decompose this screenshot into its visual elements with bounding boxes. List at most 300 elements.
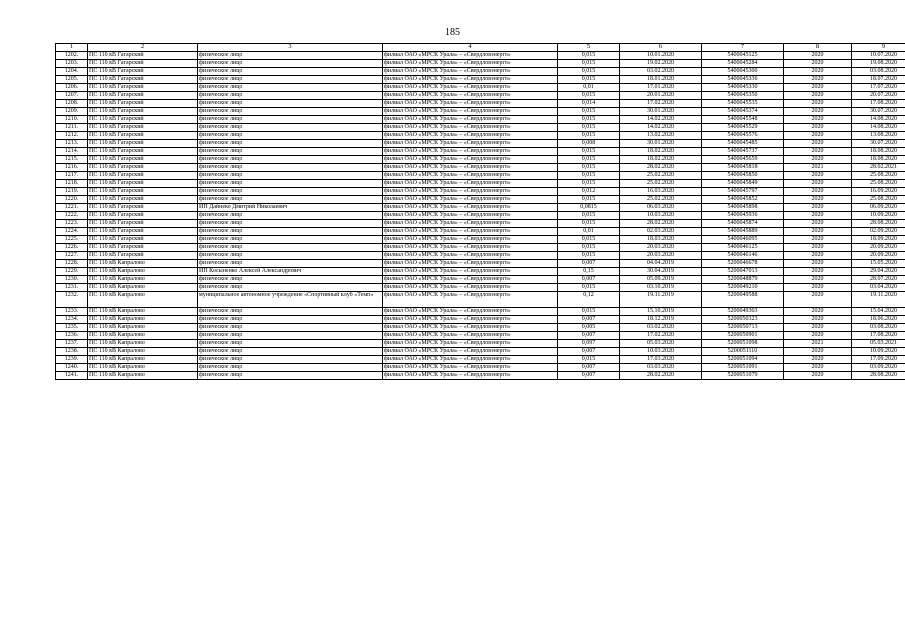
contract-date-cell: 10.01.2020 (620, 52, 702, 60)
applicant-cell: физическое лицо (198, 108, 383, 116)
grid-organization-cell: филиал ОАО «МРСК Урала» – «Свердловэнерго» (383, 140, 558, 148)
contract-number-cell: 5200050713 (702, 323, 784, 331)
year-cell: 2020 (784, 212, 852, 220)
row-number-cell: 1221. (56, 204, 88, 212)
substation-cell: ПС 110 кВ Капралово (88, 323, 198, 331)
row-number-cell: 1216. (56, 164, 88, 172)
row-number-cell: 1215. (56, 156, 88, 164)
table-row (56, 204, 905, 212)
contract-date-cell: 05.03.2020 (620, 339, 702, 347)
table-row (56, 371, 905, 379)
table-row (56, 331, 905, 339)
row-number-cell: 1231. (56, 284, 88, 292)
deadline-cell: 20.09.2020 (852, 252, 905, 260)
substation-cell: ПС 110 кВ Гагарский (88, 228, 198, 236)
table-row (56, 355, 905, 363)
capacity-cell: 0,015 (558, 108, 620, 116)
contract-date-cell: 14.02.2020 (620, 124, 702, 132)
table-row (56, 148, 905, 156)
substation-cell: ПС 110 кВ Гагарский (88, 60, 198, 68)
table-row (56, 76, 905, 84)
grid-organization-cell: филиал ОАО «МРСК Урала» – «Свердловэнерго» (383, 292, 558, 308)
year-cell: 2020 (784, 220, 852, 228)
year-cell: 2021 (784, 339, 852, 347)
year-cell: 2020 (784, 132, 852, 140)
grid-organization-cell: филиал ОАО «МРСК Урала» – «Свердловэнерго» (383, 323, 558, 331)
table-row (56, 84, 905, 92)
table-row (56, 60, 905, 68)
capacity-cell: 0,015 (558, 156, 620, 164)
row-number-cell: 1205. (56, 76, 88, 84)
contract-number-cell: 5400046146 (702, 252, 784, 260)
contract-number-cell: 5400045797 (702, 188, 784, 196)
deadline-cell: 05.03.2021 (852, 339, 905, 347)
deadline-cell: 14.08.2020 (852, 124, 905, 132)
capacity-cell: 0,015 (558, 148, 620, 156)
year-cell: 2020 (784, 236, 852, 244)
deadline-cell: 20.07.2020 (852, 92, 905, 100)
deadline-cell: 28.08.2020 (852, 220, 905, 228)
year-cell: 2020 (784, 284, 852, 292)
substation-cell: ПС 110 кВ Гагарский (88, 100, 198, 108)
applicant-cell: физическое лицо (198, 100, 383, 108)
deadline-cell: 16.09.2020 (852, 188, 905, 196)
contract-number-cell: 5400045485 (702, 140, 784, 148)
table-row (56, 292, 905, 308)
grid-organization-cell: филиал ОАО «МРСК Урала» – «Свердловэнерго» (383, 371, 558, 379)
substation-cell: ПС 110 кВ Капралово (88, 268, 198, 276)
year-cell: 2020 (784, 84, 852, 92)
row-number-cell: 1202. (56, 52, 88, 60)
deadline-cell: 10.07.2020 (852, 52, 905, 60)
row-number-cell: 1233. (56, 307, 88, 315)
row-number-cell: 1209. (56, 108, 88, 116)
substation-cell: ПС 110 кВ Капралово (88, 284, 198, 292)
deadline-cell: 03.04.2020 (852, 284, 905, 292)
deadline-cell: 10.09.2020 (852, 347, 905, 355)
contract-number-cell: 5400046095 (702, 236, 784, 244)
substation-cell: ПС 110 кВ Гагарский (88, 172, 198, 180)
year-cell: 2020 (784, 100, 852, 108)
contract-number-cell: 5400045336 (702, 76, 784, 84)
year-cell: 2020 (784, 60, 852, 68)
capacity-cell: 0,15 (558, 268, 620, 276)
contract-number-cell: 5200047013 (702, 268, 784, 276)
contract-number-cell: 5400045125 (702, 52, 784, 60)
deadline-cell: 18.08.2020 (852, 148, 905, 156)
table-row (56, 172, 905, 180)
grid-organization-cell: филиал ОАО «МРСК Урала» – «Свердловэнерго» (383, 252, 558, 260)
deadline-cell: 06.09.2020 (852, 204, 905, 212)
contract-date-cell: 13.02.2020 (620, 132, 702, 140)
grid-organization-cell: филиал ОАО «МРСК Урала» – «Свердловэнерго» (383, 60, 558, 68)
applicant-cell: физическое лицо (198, 220, 383, 228)
column-header-6: 6 (620, 44, 702, 52)
table-row (56, 164, 905, 172)
applicant-cell: физическое лицо (198, 188, 383, 196)
applicant-cell: ИП Косыненко Алексей Александрович (198, 268, 383, 276)
grid-organization-cell: филиал ОАО «МРСК Урала» – «Свердловэнерго» (383, 363, 558, 371)
row-number-cell: 1210. (56, 116, 88, 124)
row-number-cell: 1211. (56, 124, 88, 132)
applicant-cell: физическое лицо (198, 52, 383, 60)
contract-date-cell: 25.02.2020 (620, 180, 702, 188)
contract-number-cell: 5400045852 (702, 196, 784, 204)
table-row (56, 140, 905, 148)
substation-cell: ПС 110 кВ Гагарский (88, 156, 198, 164)
capacity-cell: 0,014 (558, 100, 620, 108)
capacity-cell: 0,015 (558, 92, 620, 100)
row-number-cell: 1234. (56, 315, 88, 323)
grid-organization-cell: филиал ОАО «МРСК Урала» – «Свердловэнерго» (383, 164, 558, 172)
table-row (56, 156, 905, 164)
contract-number-cell: 5400045529 (702, 124, 784, 132)
contract-date-cell: 20.03.2020 (620, 252, 702, 260)
year-cell: 2020 (784, 156, 852, 164)
year-cell: 2020 (784, 228, 852, 236)
table-row (56, 108, 905, 116)
capacity-cell: 0,015 (558, 220, 620, 228)
grid-organization-cell: филиал ОАО «МРСК Урала» – «Свердловэнерго» (383, 156, 558, 164)
contract-date-cell: 30.01.2020 (620, 108, 702, 116)
contract-date-cell: 06.03.2020 (620, 204, 702, 212)
contract-number-cell: 5200050901 (702, 331, 784, 339)
applicant-cell: физическое лицо (198, 315, 383, 323)
year-cell: 2020 (784, 108, 852, 116)
substation-cell: ПС 110 кВ Капралово (88, 347, 198, 355)
applicant-cell: физическое лицо (198, 132, 383, 140)
year-cell: 2020 (784, 52, 852, 60)
capacity-cell: 0,015 (558, 172, 620, 180)
table-row (56, 339, 905, 347)
applicant-cell: физическое лицо (198, 355, 383, 363)
substation-cell: ПС 110 кВ Гагарский (88, 84, 198, 92)
grid-organization-cell: филиал ОАО «МРСК Урала» – «Свердловэнерго» (383, 116, 558, 124)
row-number-cell: 1230. (56, 276, 88, 284)
deadline-cell: 18.08.2020 (852, 156, 905, 164)
table-row (56, 323, 905, 331)
grid-organization-cell: филиал ОАО «МРСК Урала» – «Свердловэнерго» (383, 307, 558, 315)
grid-organization-cell: филиал ОАО «МРСК Урала» – «Свердловэнерго» (383, 315, 558, 323)
contract-date-cell: 18.01.2020 (620, 76, 702, 84)
applicant-cell: физическое лицо (198, 76, 383, 84)
substation-cell: ПС 110 кВ Капралово (88, 371, 198, 379)
table-row (56, 212, 905, 220)
grid-organization-cell: филиал ОАО «МРСК Урала» – «Свердловэнерго» (383, 92, 558, 100)
substation-cell: ПС 110 кВ Капралово (88, 276, 198, 284)
deadline-cell: 30.07.2020 (852, 140, 905, 148)
substation-cell: ПС 110 кВ Гагарский (88, 76, 198, 84)
substation-cell: ПС 110 кВ Гагарский (88, 92, 198, 100)
year-cell: 2020 (784, 244, 852, 252)
capacity-cell: 0,015 (558, 116, 620, 124)
deadline-cell: 17.08.2020 (852, 331, 905, 339)
contract-date-cell: 25.02.2020 (620, 196, 702, 204)
table-row (56, 260, 905, 268)
substation-cell: ПС 110 кВ Гагарский (88, 236, 198, 244)
contract-number-cell: 5400045889 (702, 228, 784, 236)
row-number-cell: 1212. (56, 132, 88, 140)
substation-cell: ПС 110 кВ Гагарский (88, 68, 198, 76)
contract-number-cell: 5200049210 (702, 284, 784, 292)
applicant-cell: физическое лицо (198, 156, 383, 164)
applicant-cell: физическое лицо (198, 172, 383, 180)
contract-number-cell: 5200050323 (702, 315, 784, 323)
column-header-2: 2 (88, 44, 198, 52)
row-number-cell: 1220. (56, 196, 88, 204)
year-cell: 2020 (784, 124, 852, 132)
deadline-cell: 18.06.2020 (852, 315, 905, 323)
applicant-cell: физическое лицо (198, 260, 383, 268)
contract-date-cell: 20.01.2020 (620, 92, 702, 100)
contract-date-cell: 10.03.2020 (620, 212, 702, 220)
year-cell: 2020 (784, 268, 852, 276)
substation-cell: ПС 110 кВ Гагарский (88, 148, 198, 156)
contract-date-cell: 30.04.2019 (620, 268, 702, 276)
substation-cell: ПС 110 кВ Капралово (88, 339, 198, 347)
deadline-cell: 28.07.2020 (852, 276, 905, 284)
substation-cell: ПС 110 кВ Гагарский (88, 132, 198, 140)
deadline-cell: 17.09.2020 (852, 355, 905, 363)
deadline-cell: 20.09.2020 (852, 244, 905, 252)
contract-number-cell: 5200048879 (702, 276, 784, 284)
grid-organization-cell: филиал ОАО «МРСК Урала» – «Свердловэнерго» (383, 284, 558, 292)
applicant-cell: физическое лицо (198, 180, 383, 188)
table-row (56, 244, 905, 252)
row-number-cell: 1203. (56, 60, 88, 68)
capacity-cell: 0,008 (558, 140, 620, 148)
deadline-cell: 25.08.2020 (852, 180, 905, 188)
year-cell: 2020 (784, 76, 852, 84)
column-header-7: 7 (702, 44, 784, 52)
contract-date-cell: 30.01.2020 (620, 140, 702, 148)
deadline-cell: 03.08.2020 (852, 68, 905, 76)
contract-date-cell: 17.03.2020 (620, 355, 702, 363)
contract-number-cell: 5400045548 (702, 116, 784, 124)
contract-number-cell: 5400045936 (702, 212, 784, 220)
substation-cell: ПС 110 кВ Капралово (88, 315, 198, 323)
row-number-cell: 1222. (56, 212, 88, 220)
row-number-cell: 1241. (56, 371, 88, 379)
capacity-cell: 0,015 (558, 284, 620, 292)
deadline-cell: 10.09.2020 (852, 212, 905, 220)
contract-date-cell: 10.03.2020 (620, 347, 702, 355)
contract-number-cell: 5200049588 (702, 292, 784, 308)
page-number: 185 (445, 27, 460, 38)
deadline-cell: 15.04.2020 (852, 307, 905, 315)
column-header-1: 1 (56, 44, 88, 52)
contract-date-cell: 28.02.2020 (620, 371, 702, 379)
capacity-cell: 0,007 (558, 276, 620, 284)
applicant-cell: физическое лицо (198, 140, 383, 148)
capacity-cell: 0,015 (558, 52, 620, 60)
contract-date-cell: 18.02.2020 (620, 156, 702, 164)
year-cell: 2020 (784, 260, 852, 268)
applicant-cell: физическое лицо (198, 228, 383, 236)
substation-cell: ПС 110 кВ Капралово (88, 331, 198, 339)
capacity-cell: 0,005 (558, 323, 620, 331)
applicant-cell: физическое лицо (198, 116, 383, 124)
grid-organization-cell: филиал ОАО «МРСК Урала» – «Свердловэнерго» (383, 236, 558, 244)
table-row (56, 268, 905, 276)
year-cell: 2020 (784, 331, 852, 339)
grid-organization-cell: филиал ОАО «МРСК Урала» – «Свердловэнерго» (383, 212, 558, 220)
year-cell: 2020 (784, 68, 852, 76)
grid-organization-cell: филиал ОАО «МРСК Урала» – «Свердловэнерго» (383, 180, 558, 188)
grid-organization-cell: филиал ОАО «МРСК Урала» – «Свердловэнерго» (383, 228, 558, 236)
table-row (56, 307, 905, 315)
contract-date-cell: 17.02.2020 (620, 331, 702, 339)
grid-organization-cell: филиал ОАО «МРСК Урала» – «Свердловэнерго» (383, 68, 558, 76)
contract-number-cell: 5400045737 (702, 148, 784, 156)
capacity-cell: 0,01 (558, 84, 620, 92)
grid-organization-cell: филиал ОАО «МРСК Урала» – «Свердловэнерго» (383, 196, 558, 204)
table-row (56, 196, 905, 204)
row-number-cell: 1213. (56, 140, 88, 148)
deadline-cell: 18.09.2020 (852, 236, 905, 244)
substation-cell: ПС 110 кВ Капралово (88, 260, 198, 268)
table-row (56, 188, 905, 196)
substation-cell: ПС 110 кВ Гагарский (88, 196, 198, 204)
contract-number-cell: 5400045300 (702, 68, 784, 76)
substation-cell: ПС 110 кВ Капралово (88, 292, 198, 308)
contract-date-cell: 03.02.2020 (620, 68, 702, 76)
deadline-cell: 13.08.2020 (852, 132, 905, 140)
table-row (56, 284, 905, 292)
grid-organization-cell: филиал ОАО «МРСК Урала» – «Свердловэнерго» (383, 276, 558, 284)
year-cell: 2020 (784, 188, 852, 196)
year-cell: 2020 (784, 276, 852, 284)
contract-date-cell: 28.02.2020 (620, 164, 702, 172)
capacity-cell: 0,015 (558, 132, 620, 140)
column-number-row (56, 44, 905, 52)
table-row (56, 236, 905, 244)
registry-table (55, 43, 905, 380)
year-cell: 2020 (784, 307, 852, 315)
substation-cell: ПС 110 кВ Гагарский (88, 220, 198, 228)
row-number-cell: 1238. (56, 347, 88, 355)
applicant-cell: физическое лицо (198, 347, 383, 355)
column-header-8: 8 (784, 44, 852, 52)
capacity-cell: 0,015 (558, 76, 620, 84)
column-header-3: 3 (198, 44, 383, 52)
column-header-9: 9 (852, 44, 905, 52)
table-row (56, 180, 905, 188)
year-cell: 2020 (784, 92, 852, 100)
contract-number-cell: 5200051110 (702, 347, 784, 355)
row-number-cell: 1217. (56, 172, 88, 180)
contract-number-cell: 5400045659 (702, 156, 784, 164)
contract-number-cell: 5400045850 (702, 172, 784, 180)
contract-number-cell: 5200046678 (702, 260, 784, 268)
grid-organization-cell: филиал ОАО «МРСК Урала» – «Свердловэнерго» (383, 52, 558, 60)
year-cell: 2020 (784, 363, 852, 371)
capacity-cell: 0,015 (558, 212, 620, 220)
table-row (56, 228, 905, 236)
year-cell: 2020 (784, 196, 852, 204)
capacity-cell: 0,015 (558, 355, 620, 363)
contract-date-cell: 16.03.2020 (620, 188, 702, 196)
deadline-cell: 19.08.2020 (852, 60, 905, 68)
applicant-cell: физическое лицо (198, 124, 383, 132)
contract-date-cell: 17.02.2020 (620, 100, 702, 108)
year-cell: 2020 (784, 204, 852, 212)
applicant-cell: физическое лицо (198, 68, 383, 76)
deadline-cell: 15.05.2020 (852, 260, 905, 268)
contract-date-cell: 28.02.2020 (620, 220, 702, 228)
grid-organization-cell: филиал ОАО «МРСК Урала» – «Свердловэнерго» (383, 244, 558, 252)
table-row (56, 347, 905, 355)
year-cell: 2021 (784, 164, 852, 172)
applicant-cell: физическое лицо (198, 276, 383, 284)
table-row (56, 68, 905, 76)
substation-cell: ПС 110 кВ Гагарский (88, 116, 198, 124)
grid-organization-cell: филиал ОАО «МРСК Урала» – «Свердловэнерго» (383, 204, 558, 212)
contract-date-cell: 18.02.2020 (620, 148, 702, 156)
substation-cell: ПС 110 кВ Капралово (88, 355, 198, 363)
applicant-cell: физическое лицо (198, 84, 383, 92)
substation-cell: ПС 110 кВ Гагарский (88, 124, 198, 132)
contract-date-cell: 03.03.2020 (620, 363, 702, 371)
capacity-cell: 0,015 (558, 68, 620, 76)
applicant-cell: физическое лицо (198, 284, 383, 292)
contract-date-cell: 18.12.2019 (620, 315, 702, 323)
table-row (56, 124, 905, 132)
contract-date-cell: 18.03.2020 (620, 236, 702, 244)
table-row (56, 220, 905, 228)
row-number-cell: 1219. (56, 188, 88, 196)
deadline-cell: 17.08.2020 (852, 100, 905, 108)
table-row (56, 52, 905, 60)
contract-number-cell: 5400045849 (702, 180, 784, 188)
applicant-cell: физическое лицо (198, 252, 383, 260)
applicant-cell: физическое лицо (198, 323, 383, 331)
grid-organization-cell: филиал ОАО «МРСК Урала» – «Свердловэнерго» (383, 355, 558, 363)
table-row (56, 132, 905, 140)
capacity-cell: 0,007 (558, 331, 620, 339)
contract-date-cell: 19.11.2019 (620, 292, 702, 308)
contract-number-cell: 5400045284 (702, 60, 784, 68)
table-body (56, 44, 905, 380)
row-number-cell: 1229. (56, 268, 88, 276)
row-number-cell: 1206. (56, 84, 88, 92)
table-row (56, 315, 905, 323)
grid-organization-cell: филиал ОАО «МРСК Урала» – «Свердловэнерго» (383, 220, 558, 228)
contract-number-cell: 5400045350 (702, 92, 784, 100)
table-row (56, 100, 905, 108)
grid-organization-cell: филиал ОАО «МРСК Урала» – «Свердловэнерго» (383, 347, 558, 355)
contract-number-cell: 5200051079 (702, 371, 784, 379)
row-number-cell: 1224. (56, 228, 88, 236)
grid-organization-cell: филиал ОАО «МРСК Урала» – «Свердловэнерго» (383, 188, 558, 196)
capacity-cell: 0,007 (558, 260, 620, 268)
year-cell: 2020 (784, 292, 852, 308)
applicant-cell: физическое лицо (198, 339, 383, 347)
row-number-cell: 1232. (56, 292, 88, 308)
capacity-cell: 0,015 (558, 60, 620, 68)
row-number-cell: 1227. (56, 252, 88, 260)
capacity-cell: 0,01 (558, 228, 620, 236)
year-cell: 2020 (784, 323, 852, 331)
capacity-cell: 0,097 (558, 339, 620, 347)
contract-date-cell: 19.02.2020 (620, 60, 702, 68)
year-cell: 2020 (784, 315, 852, 323)
contract-date-cell: 03.02.2020 (620, 323, 702, 331)
table-row (56, 92, 905, 100)
applicant-cell: муниципальное автономное учреждение «Спортивный клуб «Темп» (198, 292, 383, 308)
contract-date-cell: 02.03.2020 (620, 228, 702, 236)
table-row (56, 276, 905, 284)
